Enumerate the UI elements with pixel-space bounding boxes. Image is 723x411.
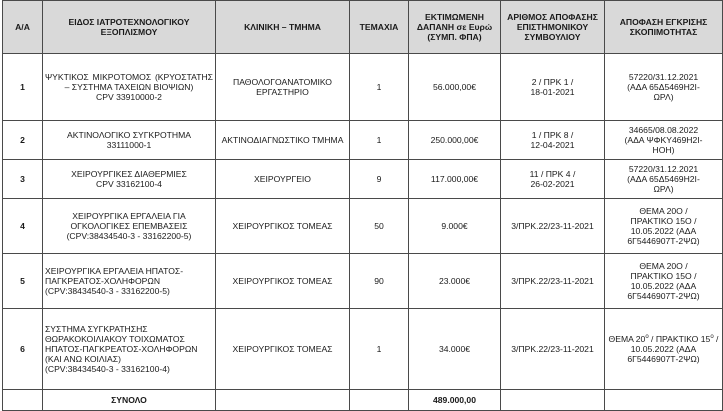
cell-cost: 117.000,00€ — [409, 160, 501, 199]
total-label: ΣΥΝΟΛΟ — [43, 390, 216, 411]
table-row — [3, 309, 723, 390]
cell-qty: 1 — [350, 54, 409, 121]
cell-equipment: ΧΕΙΡΟΥΡΓΙΚΑ ΕΡΓΑΛΕΙΑ ΗΠΑΤΟΣ-ΠΑΓΚΡΕΑΤΟΣ-ΧΟΛΗΦΟΡΩΝ (CPV:38434540-3 - 33162200-5) — [43, 254, 216, 309]
cell-cost: 250.000,00€ — [409, 121, 501, 160]
cell-clinic: ΑΚΤΙΝΟΔΙΑΓΝΩΣΤΙΚΟ ΤΜΗΜΑ — [216, 121, 350, 160]
cell-equipment: ΣΥΣΤΗΜΑ ΣΥΓΚΡΑΤΗΣΗΣ ΘΩΡΑΚΟΚΟΙΛΙΑΚΟΥ ΤΟΙΧΩΜΑΤΟΣ ΗΠΑΤΟΣ-ΠΑΓΚΡΕΑΤΟΣ-ΧΟΛΗΦΟΡΩΝ (ΚΑΙ ΑΝΩ ΚΟΙΛΙΑΣ) (CPV:38434540-3 - 33162100-4) — [43, 309, 216, 390]
header-decision: ΑΡΙΘΜΟΣ ΑΠΟΦΑΣΗΣ ΕΠΙΣΤΗΜΟΝΙΚΟΥ ΣΥΜΒΟΥΛΙΟΥ — [501, 1, 605, 54]
cell-aa: 1 — [3, 54, 43, 121]
cell-decision: 3/ΠΡΚ.22/23-11-2021 — [501, 254, 605, 309]
total-row — [3, 390, 723, 411]
cell-equipment: ΧΕΙΡΟΥΡΓΙΚΑ ΕΡΓΑΛΕΙΑ ΓΙΑ ΟΓΚΟΛΟΓΙΚΕΣ ΕΠΕΜΒΑΣΕΙΣ (CPV:38434540-3 - 33162200-5) — [43, 199, 216, 254]
cell-qty: 50 — [350, 199, 409, 254]
cell-cost: 23.000€ — [409, 254, 501, 309]
cell-decision: 11 / ΠΡΚ 4 / 26-02-2021 — [501, 160, 605, 199]
cell-decision: 2 / ΠΡΚ 1 / 18-01-2021 — [501, 54, 605, 121]
cell-approval: 57220/31.12.2021 (ΑΔΑ 65Δ5469Η2Ι- ΩΡΛ) — [605, 160, 723, 199]
header-aa: Α/Α — [3, 1, 43, 54]
cell-empty — [501, 390, 605, 411]
cell-aa: 2 — [3, 121, 43, 160]
table-row — [3, 54, 723, 121]
cell-equipment: ΑΚΤΙΝΟΛΟΓΙΚΟ ΣΥΓΚΡΟΤΗΜΑ 33111000-1 — [43, 121, 216, 160]
header-approval: ΑΠΟΦΑΣΗ ΕΓΚΡΙΣΗΣ ΣΚΟΠΙΜΟΤΗΤΑΣ — [605, 1, 723, 54]
table-row — [3, 121, 723, 160]
cell-aa: 3 — [3, 160, 43, 199]
cell-decision: 3/ΠΡΚ.22/23-11-2021 — [501, 309, 605, 390]
cell-qty: 9 — [350, 160, 409, 199]
total-value: 489.000,00 — [409, 390, 501, 411]
table-row — [3, 160, 723, 199]
cell-decision: 1 / ΠΡΚ 8 / 12-04-2021 — [501, 121, 605, 160]
cell-approval: ΘΕΜΑ $20^o$ / ΠΡΑΚΤΙΚΟ $15^o / 10.05.2022$ (ΑΔΑ 6Γ5446907Τ-2ΨΩ) — [605, 309, 723, 390]
cell-empty — [350, 390, 409, 411]
cell-decision: 3/ΠΡΚ.22/23-11-2021 — [501, 199, 605, 254]
cell-empty — [605, 390, 723, 411]
cell-clinic: ΧΕΙΡΟΥΡΓΙΚΟΣ ΤΟΜΕΑΣ — [216, 199, 350, 254]
header-cost: ΕΚΤΙΜΩΜΕΝΗ ΔΑΠΑΝΗ σε Ευρώ (ΣΥΜΠ. ΦΠΑ) — [409, 1, 501, 54]
cell-aa: 5 — [3, 254, 43, 309]
cell-equipment: ΨΥΚΤΙΚΟΣ ΜΙΚΡΟΤΟΜΟΣ (ΚΡΥΟΣΤΑΤΗΣ – ΣΥΣΤΗΜΑ ΤΑΧΕΙΩΝ ΒΙΟΨΙΩΝ) CPV 33910000-2 — [43, 54, 216, 121]
cell-aa: 4 — [3, 199, 43, 254]
cell-qty: 90 — [350, 254, 409, 309]
table-row — [3, 254, 723, 309]
cell-approval: 34665/08.08.2022 (ΑΔΑ ΨΦΚΥ469Η2Ι- ΗΟΗ) — [605, 121, 723, 160]
cell-equipment: ΧΕΙΡΟΥΡΓΙΚΕΣ ΔΙΑΘΕΡΜΙΕΣ CPV 33162100-4 — [43, 160, 216, 199]
header-qty: ΤΕΜΑΧΙΑ — [350, 1, 409, 54]
header-row — [3, 1, 723, 54]
cell-empty — [3, 390, 43, 411]
cell-cost: 34.000€ — [409, 309, 501, 390]
cell-approval: ΘΕΜΑ 20Ο / ΠΡΑΚΤΙΚΟ 15Ο / 10.05.2022 (ΑΔΑ 6Γ5446907Τ-2ΨΩ) — [605, 199, 723, 254]
cell-cost: 56.000,00€ — [409, 54, 501, 121]
header-clinic: ΚΛΙΝΙΚΗ – ΤΜΗΜΑ — [216, 1, 350, 54]
cell-clinic: ΧΕΙΡΟΥΡΓΙΚΟΣ ΤΟΜΕΑΣ — [216, 309, 350, 390]
table-row — [3, 199, 723, 254]
cell-aa: 6 — [3, 309, 43, 390]
cell-clinic: ΧΕΙΡΟΥΡΓΙΚΟΣ ΤΟΜΕΑΣ — [216, 254, 350, 309]
cell-qty: 1 — [350, 309, 409, 390]
header-equipment: ΕΙΔΟΣ ΙΑΤΡΟΤΕΧΝΟΛΟΓΙΚΟΥ ΕΞΟΠΛΙΣΜΟΥ — [43, 1, 216, 54]
cell-clinic: ΧΕΙΡΟΥΡΓΕΙΟ — [216, 160, 350, 199]
cell-approval: ΘΕΜΑ 20Ο / ΠΡΑΚΤΙΚΟ 15Ο / 10.05.2022 (ΑΔΑ 6Γ5446907Τ-2ΨΩ) — [605, 254, 723, 309]
cell-clinic: ΠΑΘΟΛΟΓΟΑΝΑΤΟΜΙΚΟ ΕΡΓΑΣΤΗΡΙΟ — [216, 54, 350, 121]
cell-cost: 9.000€ — [409, 199, 501, 254]
equipment-table — [2, 0, 723, 411]
cell-approval: 57220/31.12.2021 (ΑΔΑ 65Δ5469Η2Ι- ΩΡΛ) — [605, 54, 723, 121]
cell-qty: 1 — [350, 121, 409, 160]
cell-empty — [216, 390, 350, 411]
